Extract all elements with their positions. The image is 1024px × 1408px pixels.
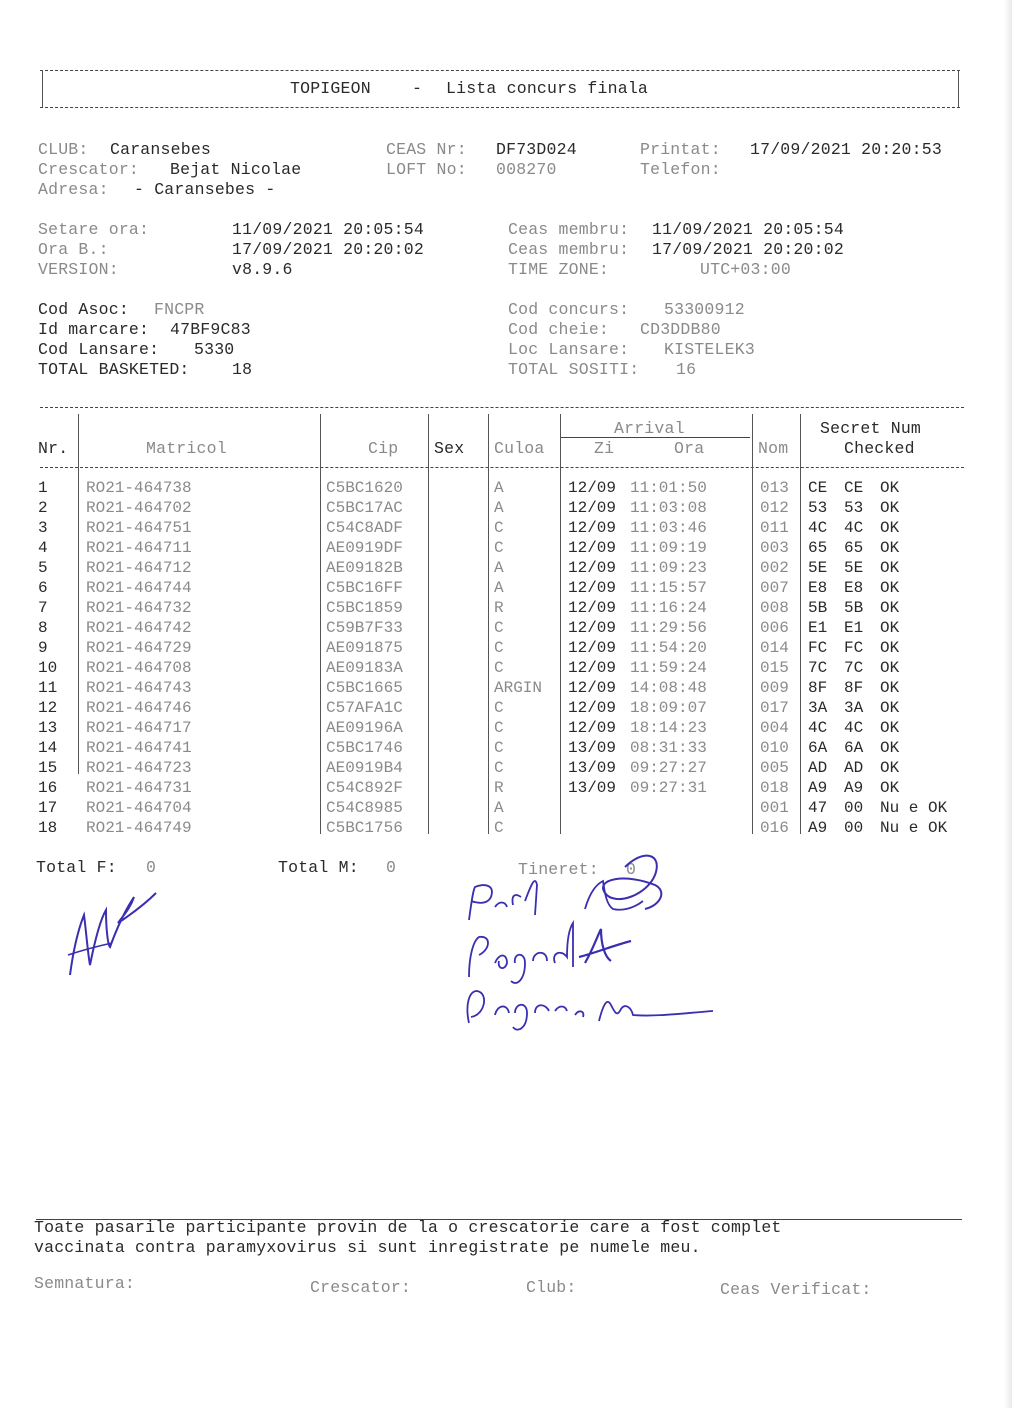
- report-brand: TOPIGEON: [290, 79, 371, 98]
- cell-s2: 4C: [844, 519, 864, 537]
- cell-status: Nu e OK: [880, 819, 948, 837]
- cell-matricol: RO21-464751: [86, 519, 192, 537]
- title-separator: -: [412, 79, 423, 98]
- cell-ora: 11:03:46: [630, 519, 707, 537]
- table-row: [0, 538, 1024, 558]
- cell-matricol: RO21-464743: [86, 679, 192, 697]
- semnatura-label: Semnatura:: [34, 1274, 136, 1293]
- cell-zi: 12/09: [568, 479, 617, 497]
- cell-s1: 47: [808, 799, 828, 817]
- table-row: [0, 558, 1024, 578]
- cell-culoa: A: [494, 499, 504, 517]
- cell-status: OK: [880, 679, 900, 697]
- cell-nom: 014: [760, 639, 789, 657]
- cell-cip: AE0919B4: [326, 759, 403, 777]
- cell-matricol: RO21-464708: [86, 659, 192, 677]
- version-label: VERSION:: [38, 260, 119, 279]
- total-basketed-value: 18: [232, 360, 253, 379]
- total-sositi-value: 16: [676, 360, 697, 379]
- total-m-label: Total M:: [278, 858, 359, 877]
- cell-s1: 65: [808, 539, 828, 557]
- cell-s1: 5B: [808, 599, 828, 617]
- cell-culoa: C: [494, 619, 504, 637]
- cell-nr: 15: [38, 759, 58, 777]
- cell-s1: 4C: [808, 719, 828, 737]
- cell-zi: 12/09: [568, 679, 617, 697]
- cell-ora: 09:27:27: [630, 759, 707, 777]
- cod-lansare-label: Cod Lansare:: [38, 340, 160, 359]
- header-nom: Nom: [758, 439, 789, 458]
- cell-nom: 004: [760, 719, 789, 737]
- cell-matricol: RO21-464729: [86, 639, 192, 657]
- cell-status: OK: [880, 719, 900, 737]
- cell-s2: 3A: [844, 699, 864, 717]
- cell-zi: 12/09: [568, 499, 617, 517]
- cell-nr: 3: [38, 519, 48, 537]
- cell-cip: C5BC1620: [326, 479, 403, 497]
- cell-nom: 017: [760, 699, 789, 717]
- table-row: [0, 678, 1024, 698]
- cell-cip: C5BC1746: [326, 739, 403, 757]
- cell-cip: AE091875: [326, 639, 403, 657]
- cell-matricol: RO21-464711: [86, 539, 192, 557]
- cell-ora: 11:09:19: [630, 539, 707, 557]
- cell-s2: 7C: [844, 659, 864, 677]
- cell-s1: 5E: [808, 559, 828, 577]
- cell-s2: 00: [844, 799, 864, 817]
- header-ora: Ora: [674, 439, 705, 458]
- cell-s2: 6A: [844, 739, 864, 757]
- cell-nom: 010: [760, 739, 789, 757]
- table-row: [0, 518, 1024, 538]
- cell-s1: AD: [808, 759, 828, 777]
- header-checked: Checked: [844, 439, 915, 458]
- cell-nr: 1: [38, 479, 48, 497]
- cell-cip: C5BC1859: [326, 599, 403, 617]
- cell-ora: 09:27:31: [630, 779, 707, 797]
- cell-matricol: RO21-464731: [86, 779, 192, 797]
- cell-ora: 11:29:56: [630, 619, 707, 637]
- total-f-value: 0: [146, 858, 157, 877]
- cell-zi: 12/09: [568, 639, 617, 657]
- cell-culoa: C: [494, 819, 504, 837]
- printat-label: Printat:: [640, 140, 721, 159]
- header-nr: Nr.: [38, 439, 69, 458]
- cell-s2: AD: [844, 759, 864, 777]
- cell-matricol: RO21-464732: [86, 599, 192, 617]
- cod-concurs-label: Cod concurs:: [508, 300, 630, 319]
- cell-s1: CE: [808, 479, 828, 497]
- cell-cip: C5BC1665: [326, 679, 403, 697]
- cell-matricol: RO21-464717: [86, 719, 192, 737]
- total-f-label: Total F:: [36, 858, 117, 877]
- table-row: [0, 658, 1024, 678]
- declaration-line-1: Toate pasarile participante provin de la o crescatorie care a fost complet: [34, 1218, 782, 1237]
- cell-cip: C5BC1756: [326, 819, 403, 837]
- table-row: [0, 758, 1024, 778]
- header-secret: Secret Num: [820, 419, 922, 438]
- total-sositi-label: TOTAL SOSITI:: [508, 360, 640, 379]
- cell-nr: 14: [38, 739, 58, 757]
- cell-zi: 12/09: [568, 659, 617, 677]
- cell-ora: 11:16:24: [630, 599, 707, 617]
- cell-nom: 018: [760, 779, 789, 797]
- cell-s1: FC: [808, 639, 828, 657]
- cell-nom: 008: [760, 599, 789, 617]
- cell-nom: 016: [760, 819, 789, 837]
- cell-culoa: C: [494, 719, 504, 737]
- scan-page-edge: [1004, 0, 1012, 1408]
- cod-concurs-value: 53300912: [664, 300, 745, 319]
- cell-culoa: C: [494, 519, 504, 537]
- cell-nr: 18: [38, 819, 58, 837]
- cell-cip: AE09182B: [326, 559, 403, 577]
- cell-cip: C59B7F33: [326, 619, 403, 637]
- cell-nr: 5: [38, 559, 48, 577]
- adresa-value: - Caransebes -: [134, 180, 276, 199]
- cell-ora: 11:01:50: [630, 479, 707, 497]
- cell-cip: C54C8ADF: [326, 519, 403, 537]
- cell-matricol: RO21-464741: [86, 739, 192, 757]
- setare-value: 11/09/2021 20:05:54: [232, 220, 424, 239]
- cell-matricol: RO21-464738: [86, 479, 192, 497]
- cell-nr: 16: [38, 779, 58, 797]
- loc-lansare-label: Loc Lansare:: [508, 340, 630, 359]
- cod-asoc-value: FNCPR: [154, 300, 205, 319]
- cell-s2: FC: [844, 639, 864, 657]
- cell-nom: 003: [760, 539, 789, 557]
- header-culoa: Culoa: [494, 439, 545, 458]
- cell-s1: E8: [808, 579, 828, 597]
- table-row: [0, 698, 1024, 718]
- cell-nom: 002: [760, 559, 789, 577]
- cell-matricol: RO21-464712: [86, 559, 192, 577]
- table-row: [0, 778, 1024, 798]
- cell-nr: 6: [38, 579, 48, 597]
- cell-nom: 013: [760, 479, 789, 497]
- printat-value: 17/09/2021 20:20:53: [750, 140, 942, 159]
- telefon-label: Telefon:: [640, 160, 721, 179]
- cell-ora: 11:09:23: [630, 559, 707, 577]
- timezone-value: UTC+03:00: [700, 260, 791, 279]
- header-matricol: Matricol: [146, 439, 227, 458]
- cell-nom: 011: [760, 519, 789, 537]
- cell-status: OK: [880, 539, 900, 557]
- total-basketed-label: TOTAL BASKETED:: [38, 360, 190, 379]
- cod-lansare-value: 5330: [194, 340, 235, 359]
- crescator-footer-label: Crescator:: [310, 1278, 412, 1297]
- table-header-bottom-rule: [40, 467, 964, 468]
- cell-culoa: R: [494, 599, 504, 617]
- handwritten-signature-left: [60, 885, 170, 990]
- id-marcare-value: 47BF9C83: [170, 320, 251, 339]
- header-arrival: Arrival: [614, 419, 685, 438]
- header-sex: Sex: [434, 439, 465, 458]
- cell-culoa: C: [494, 739, 504, 757]
- cell-zi: 12/09: [568, 519, 617, 537]
- cell-nr: 4: [38, 539, 48, 557]
- cod-asoc-label: Cod Asoc:: [38, 300, 129, 319]
- cell-matricol: RO21-464704: [86, 799, 192, 817]
- handwritten-signatures-center: [455, 845, 725, 1035]
- declaration-line-2: vaccinata contra paramyxovirus si sunt inregistrate pe numele meu.: [34, 1238, 701, 1257]
- cod-cheie-value: CD3DDB80: [640, 320, 721, 339]
- cell-nr: 13: [38, 719, 58, 737]
- cell-zi: 12/09: [568, 599, 617, 617]
- ceas-membru-1-value: 11/09/2021 20:05:54: [652, 220, 844, 239]
- cell-status: OK: [880, 519, 900, 537]
- cell-cip: AE09183A: [326, 659, 403, 677]
- table-row: [0, 738, 1024, 758]
- header-cip: Cip: [368, 439, 399, 458]
- cell-s2: 65: [844, 539, 864, 557]
- cell-status: Nu e OK: [880, 799, 948, 817]
- title-left-edge: [42, 70, 43, 107]
- cell-status: OK: [880, 759, 900, 777]
- cell-culoa: C: [494, 699, 504, 717]
- cell-ora: 18:09:07: [630, 699, 707, 717]
- table-row: [0, 798, 1024, 818]
- cell-culoa: A: [494, 799, 504, 817]
- ora-b-value: 17/09/2021 20:20:02: [232, 240, 424, 259]
- cell-ora: 08:31:33: [630, 739, 707, 757]
- table-row: [0, 718, 1024, 738]
- ceas-verificat-label: Ceas Verificat:: [720, 1280, 872, 1299]
- cell-nr: 12: [38, 699, 58, 717]
- cell-ora: 11:03:08: [630, 499, 707, 517]
- title-top-rule: [40, 70, 960, 71]
- table-row: [0, 498, 1024, 518]
- report-title: Lista concurs finala: [446, 79, 649, 98]
- cell-cip: C54C8985: [326, 799, 403, 817]
- cell-s2: 5B: [844, 599, 864, 617]
- cell-zi: 12/09: [568, 539, 617, 557]
- cell-nom: 006: [760, 619, 789, 637]
- cell-s2: A9: [844, 779, 864, 797]
- setare-label: Setare ora:: [38, 220, 150, 239]
- cell-s1: 8F: [808, 679, 828, 697]
- cell-cip: C5BC16FF: [326, 579, 403, 597]
- cell-nr: 8: [38, 619, 48, 637]
- table-header-top-rule: [40, 407, 964, 408]
- cell-status: OK: [880, 579, 900, 597]
- cell-nom: 001: [760, 799, 789, 817]
- cell-matricol: RO21-464742: [86, 619, 192, 637]
- cell-zi: 12/09: [568, 719, 617, 737]
- table-row: [0, 478, 1024, 498]
- cell-nom: 012: [760, 499, 789, 517]
- ora-b-label: Ora B.:: [38, 240, 109, 259]
- cell-cip: AE0919DF: [326, 539, 403, 557]
- cell-zi: 12/09: [568, 559, 617, 577]
- cell-status: OK: [880, 779, 900, 797]
- cell-nr: 10: [38, 659, 58, 677]
- adresa-label: Adresa:: [38, 180, 109, 199]
- club-footer-label: Club:: [526, 1278, 577, 1297]
- cell-zi: 13/09: [568, 779, 617, 797]
- cell-zi: 12/09: [568, 579, 617, 597]
- ceas-membru-2-label: Ceas membru:: [508, 240, 630, 259]
- cell-status: OK: [880, 499, 900, 517]
- cell-s1: A9: [808, 779, 828, 797]
- cell-zi: 12/09: [568, 699, 617, 717]
- loc-lansare-value: KISTELEK3: [664, 340, 755, 359]
- id-marcare-label: Id marcare:: [38, 320, 150, 339]
- cell-status: OK: [880, 739, 900, 757]
- loft-label: LOFT No:: [386, 160, 467, 179]
- cell-s2: CE: [844, 479, 864, 497]
- cell-culoa: R: [494, 779, 504, 797]
- tineret-value: 0: [626, 860, 637, 879]
- ceas-membru-2-value: 17/09/2021 20:20:02: [652, 240, 844, 259]
- cell-nr: 7: [38, 599, 48, 617]
- loft-value: 008270: [496, 160, 557, 179]
- cell-s2: 53: [844, 499, 864, 517]
- cell-ora: 18:14:23: [630, 719, 707, 737]
- ceas-label: CEAS Nr:: [386, 140, 467, 159]
- cell-culoa: A: [494, 559, 504, 577]
- cell-s2: E1: [844, 619, 864, 637]
- total-m-value: 0: [386, 858, 397, 877]
- table-row: [0, 638, 1024, 658]
- cell-s2: 00: [844, 819, 864, 837]
- cell-nom: 005: [760, 759, 789, 777]
- ceas-membru-1-label: Ceas membru:: [508, 220, 630, 239]
- cell-s2: 8F: [844, 679, 864, 697]
- cell-culoa: C: [494, 639, 504, 657]
- cell-status: OK: [880, 599, 900, 617]
- cell-culoa: ARGIN: [494, 679, 543, 697]
- cell-culoa: A: [494, 479, 504, 497]
- club-value: Caransebes: [110, 140, 212, 159]
- title-bottom-rule: [40, 107, 960, 108]
- table-row: [0, 618, 1024, 638]
- cell-s1: 7C: [808, 659, 828, 677]
- cell-culoa: C: [494, 759, 504, 777]
- cod-cheie-label: Cod cheie:: [508, 320, 610, 339]
- cell-status: OK: [880, 659, 900, 677]
- cell-nr: 17: [38, 799, 58, 817]
- cell-ora: 11:15:57: [630, 579, 707, 597]
- crescator-label: Crescator:: [38, 160, 140, 179]
- ceas-value: DF73D024: [496, 140, 577, 159]
- cell-matricol: RO21-464723: [86, 759, 192, 777]
- cell-culoa: C: [494, 659, 504, 677]
- cell-s2: E8: [844, 579, 864, 597]
- cell-status: OK: [880, 699, 900, 717]
- cell-matricol: RO21-464744: [86, 579, 192, 597]
- cell-nom: 015: [760, 659, 789, 677]
- cell-s1: 3A: [808, 699, 828, 717]
- cell-s1: E1: [808, 619, 828, 637]
- cell-zi: 12/09: [568, 619, 617, 637]
- cell-cip: AE09196A: [326, 719, 403, 737]
- cell-nr: 2: [38, 499, 48, 517]
- timezone-label: TIME ZONE:: [508, 260, 610, 279]
- cell-s1: A9: [808, 819, 828, 837]
- title-right-edge: [958, 70, 959, 107]
- cell-s2: 4C: [844, 719, 864, 737]
- cell-matricol: RO21-464749: [86, 819, 192, 837]
- cell-culoa: C: [494, 539, 504, 557]
- cell-s1: 53: [808, 499, 828, 517]
- cell-ora: 11:54:20: [630, 639, 707, 657]
- crescator-value: Bejat Nicolae: [170, 160, 302, 179]
- cell-ora: 14:08:48: [630, 679, 707, 697]
- cell-cip: C5BC17AC: [326, 499, 403, 517]
- table-row: [0, 578, 1024, 598]
- cell-nom: 009: [760, 679, 789, 697]
- cell-status: OK: [880, 619, 900, 637]
- cell-s1: 6A: [808, 739, 828, 757]
- cell-status: OK: [880, 479, 900, 497]
- cell-status: OK: [880, 559, 900, 577]
- header-zi: Zi: [594, 439, 615, 458]
- cell-nom: 007: [760, 579, 789, 597]
- cell-zi: 13/09: [568, 739, 617, 757]
- cell-s1: 4C: [808, 519, 828, 537]
- cell-zi: 13/09: [568, 759, 617, 777]
- cell-status: OK: [880, 639, 900, 657]
- table-row: [0, 598, 1024, 618]
- tineret-label: Tineret:: [518, 860, 599, 879]
- cell-cip: C54C892F: [326, 779, 403, 797]
- version-value: v8.9.6: [232, 260, 293, 279]
- cell-s2: 5E: [844, 559, 864, 577]
- cell-matricol: RO21-464702: [86, 499, 192, 517]
- cell-nr: 9: [38, 639, 48, 657]
- club-label: CLUB:: [38, 140, 89, 159]
- cell-culoa: A: [494, 579, 504, 597]
- table-row: [0, 818, 1024, 838]
- cell-ora: 11:59:24: [630, 659, 707, 677]
- cell-cip: C57AFA1C: [326, 699, 403, 717]
- cell-matricol: RO21-464746: [86, 699, 192, 717]
- cell-nr: 11: [38, 679, 58, 697]
